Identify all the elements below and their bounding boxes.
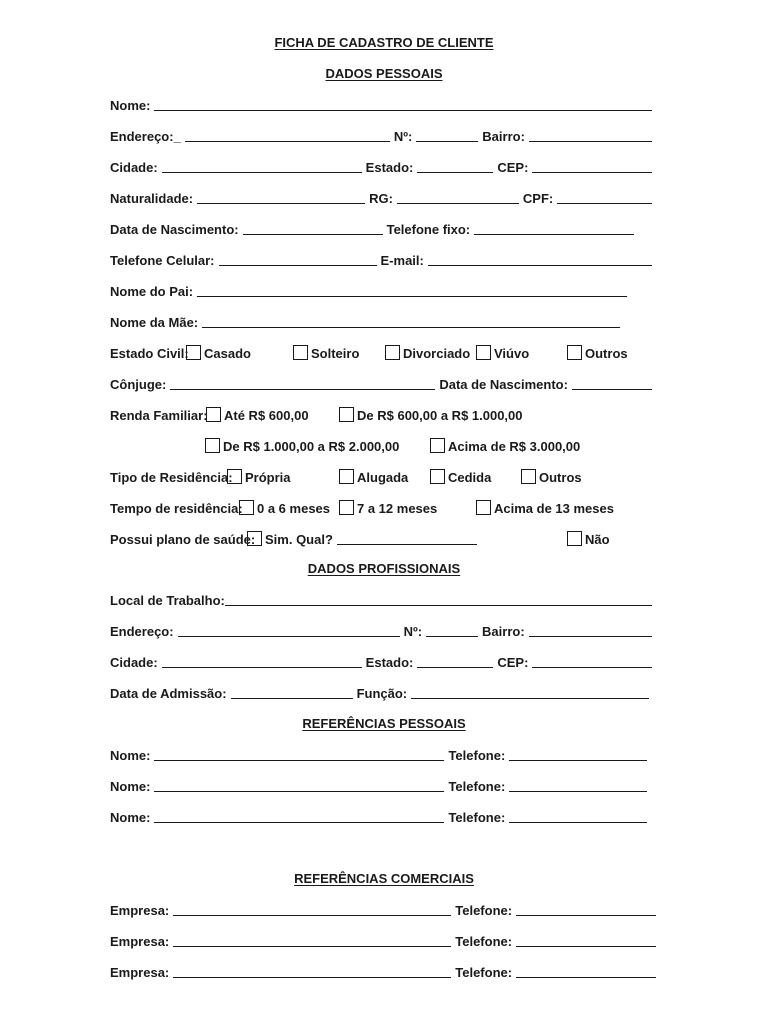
bairro-field[interactable] [529, 129, 652, 142]
option-solteiro: Solteiro [311, 346, 360, 361]
option-outros-residencia: Outros [539, 470, 582, 485]
label-telefone-celular: Telefone Celular: [110, 253, 215, 268]
checkbox-casado[interactable] [186, 345, 201, 360]
label-ref-nome: Nome: [110, 779, 151, 794]
cpf-field[interactable] [557, 191, 652, 204]
row-endereco [110, 125, 656, 145]
nome-mae-field[interactable] [202, 315, 620, 328]
row-celular [110, 249, 656, 269]
row-ref-pessoal [110, 806, 670, 826]
label-conjuge-nascimento: Data de Nascimento: [439, 377, 568, 392]
row-naturalidade [110, 187, 656, 207]
label-cpf: CPF: [522, 191, 554, 206]
data-nascimento-field[interactable] [243, 222, 383, 235]
label-tempo-residencia: Tempo de residência: [110, 501, 243, 516]
label-ref-empresa: Empresa: [110, 965, 170, 980]
label-plano-saude: Possui plano de saúde: [110, 532, 256, 547]
label-naturalidade: Naturalidade: [110, 191, 194, 206]
telefone-fixo-field[interactable] [474, 222, 634, 235]
label-local-trabalho: Local de Trabalho: [110, 593, 225, 608]
ref-nome-field[interactable] [154, 779, 444, 792]
row-endereco-prof [110, 620, 656, 640]
label-ref-nome: Nome: [110, 748, 151, 763]
ref-nome-field[interactable] [154, 748, 444, 761]
ref-nome-field[interactable] [154, 810, 444, 823]
row-admissao [110, 682, 670, 702]
cep-prof-field[interactable] [532, 655, 652, 668]
row-conjuge [110, 373, 656, 393]
label-data-nascimento: Data de Nascimento: [110, 222, 239, 237]
checkbox-renda-acima-3000[interactable] [430, 438, 445, 453]
ref-empresa-telefone-field[interactable] [516, 934, 656, 947]
admissao-field[interactable] [231, 686, 353, 699]
nome-field[interactable] [154, 98, 652, 111]
option-cedida: Cedida [448, 470, 492, 485]
ref-telefone-field[interactable] [509, 779, 647, 792]
section-heading-commercial-refs: REFERÊNCIAS COMERCIAIS [294, 871, 474, 886]
row-estado-civil [110, 342, 656, 362]
ref-empresa-field[interactable] [173, 934, 451, 947]
row-ref-comercial [110, 899, 670, 919]
label-nome-pai: Nome do Pai: [110, 284, 194, 299]
row-ref-comercial [110, 930, 670, 950]
label-numero: Nº: [393, 129, 413, 144]
option-propria: Própria [245, 470, 291, 485]
label-tipo-residencia: Tipo de Residência: [110, 470, 233, 485]
label-estado-civil: Estado Civil: [110, 346, 189, 361]
checkbox-plano-sim[interactable] [247, 531, 262, 546]
checkbox-renda-ate-600[interactable] [206, 407, 221, 422]
row-local-trabalho [110, 589, 656, 609]
numero-field[interactable] [416, 129, 478, 142]
row-tipo-residencia [110, 466, 656, 486]
option-7-12-meses: 7 a 12 meses [357, 501, 438, 516]
option-acima-13-meses: Acima de 13 meses [494, 501, 614, 516]
ref-empresa-telefone-field[interactable] [516, 903, 656, 916]
nome-pai-field[interactable] [197, 284, 627, 297]
label-bairro: Bairro: [482, 129, 525, 144]
label-ref-telefone: Telefone: [448, 748, 506, 763]
checkbox-renda-600-1000[interactable] [339, 407, 354, 422]
section-heading-professional: DADOS PROFISSIONAIS [307, 561, 461, 576]
option-outros-civil: Outros [585, 346, 628, 361]
label-endereco-prof: Endereço: [110, 624, 174, 639]
label-endereco: Endereço:_ [110, 129, 181, 144]
option-0-6-meses: 0 a 6 meses [257, 501, 331, 516]
cidade-prof-field[interactable] [162, 655, 362, 668]
option-divorciado: Divorciado [403, 346, 471, 361]
row-renda-2 [110, 435, 656, 455]
row-cidade-prof [110, 651, 656, 671]
plano-qual-field[interactable] [337, 532, 477, 545]
telefone-celular-field[interactable] [219, 253, 377, 266]
option-renda-acima-3000: Acima de R$ 3.000,00 [448, 439, 581, 454]
option-renda-600-1000: De R$ 600,00 a R$ 1.000,00 [357, 408, 523, 423]
row-renda-1 [110, 404, 656, 424]
label-cep: CEP: [497, 160, 529, 175]
row-nome [110, 94, 656, 114]
rg-field[interactable] [397, 191, 519, 204]
row-nome-mae [110, 311, 670, 331]
row-plano-saude [110, 528, 656, 548]
section-heading-personal: DADOS PESSOAIS [325, 66, 443, 81]
option-renda-1000-2000: De R$ 1.000,00 a R$ 2.000,00 [223, 439, 400, 454]
checkbox-renda-1000-2000[interactable] [205, 438, 220, 453]
label-ref-empresa: Empresa: [110, 934, 170, 949]
option-renda-ate-600: Até R$ 600,00 [224, 408, 309, 423]
funcao-field[interactable] [411, 686, 649, 699]
label-email: E-mail: [380, 253, 424, 268]
option-viuvo: Viúvo [494, 346, 530, 361]
label-renda: Renda Familiar: [110, 408, 208, 423]
label-cidade: Cidade: [110, 160, 158, 175]
checkbox-cedida[interactable] [430, 469, 445, 484]
endereco-prof-field[interactable] [178, 624, 400, 637]
label-ref-empresa-telefone: Telefone: [455, 934, 513, 949]
local-trabalho-field[interactable] [225, 593, 652, 606]
ref-telefone-field[interactable] [509, 748, 647, 761]
checkbox-viuvo[interactable] [476, 345, 491, 360]
form-title: FICHA DE CADASTRO DE CLIENTE [274, 35, 494, 50]
checkbox-outros-residencia[interactable] [521, 469, 536, 484]
label-ref-nome: Nome: [110, 810, 151, 825]
label-ref-empresa-telefone: Telefone: [455, 965, 513, 980]
ref-empresa-telefone-field[interactable] [516, 965, 656, 978]
label-conjuge: Cônjuge: [110, 377, 167, 392]
conjuge-field[interactable] [170, 377, 435, 390]
label-nome: Nome: [110, 98, 151, 113]
label-ref-empresa-telefone: Telefone: [455, 903, 513, 918]
ref-empresa-field[interactable] [173, 903, 451, 916]
ref-empresa-field[interactable] [173, 965, 451, 978]
label-nome-mae: Nome da Mãe: [110, 315, 199, 330]
option-plano-sim: Sim. Qual? [265, 532, 333, 547]
row-tempo-residencia [110, 497, 656, 517]
option-plano-nao: Não [585, 532, 610, 547]
label-ref-telefone: Telefone: [448, 810, 506, 825]
row-nascimento [110, 218, 670, 238]
label-rg: RG: [369, 191, 393, 206]
label-telefone-fixo: Telefone fixo: [386, 222, 471, 237]
checkbox-solteiro[interactable] [293, 345, 308, 360]
row-cidade [110, 156, 656, 176]
row-ref-pessoal [110, 744, 670, 764]
label-cidade-prof: Cidade: [110, 655, 158, 670]
checkbox-0-6-meses[interactable] [239, 500, 254, 515]
label-ref-telefone: Telefone: [448, 779, 506, 794]
numero-prof-field[interactable] [426, 624, 478, 637]
conjuge-nascimento-field[interactable] [572, 377, 652, 390]
estado-field[interactable] [417, 160, 493, 173]
bairro-prof-field[interactable] [529, 624, 652, 637]
option-casado: Casado [204, 346, 251, 361]
label-bairro-prof: Bairro: [482, 624, 525, 639]
row-ref-comercial [110, 961, 670, 981]
email-field[interactable] [428, 253, 652, 266]
section-heading-personal-refs: REFERÊNCIAS PESSOAIS [302, 716, 466, 731]
label-ref-empresa: Empresa: [110, 903, 170, 918]
checkbox-plano-nao[interactable] [567, 531, 582, 546]
checkbox-7-12-meses[interactable] [339, 500, 354, 515]
label-estado: Estado: [365, 160, 414, 175]
checkbox-divorciado[interactable] [385, 345, 400, 360]
label-funcao: Função: [356, 686, 408, 701]
checkbox-acima-13-meses[interactable] [476, 500, 491, 515]
endereco-field[interactable] [185, 129, 390, 142]
row-nome-pai [110, 280, 670, 300]
naturalidade-field[interactable] [197, 191, 365, 204]
cep-field[interactable] [532, 160, 652, 173]
row-ref-pessoal [110, 775, 670, 795]
cidade-field[interactable] [162, 160, 362, 173]
checkbox-propria[interactable] [227, 469, 242, 484]
checkbox-alugada[interactable] [339, 469, 354, 484]
label-estado-prof: Estado: [365, 655, 414, 670]
label-numero-prof: Nº: [403, 624, 423, 639]
option-alugada: Alugada [357, 470, 409, 485]
label-admissao: Data de Admissão: [110, 686, 227, 701]
estado-prof-field[interactable] [417, 655, 493, 668]
label-cep-prof: CEP: [497, 655, 529, 670]
checkbox-outros-civil[interactable] [567, 345, 582, 360]
ref-telefone-field[interactable] [509, 810, 647, 823]
